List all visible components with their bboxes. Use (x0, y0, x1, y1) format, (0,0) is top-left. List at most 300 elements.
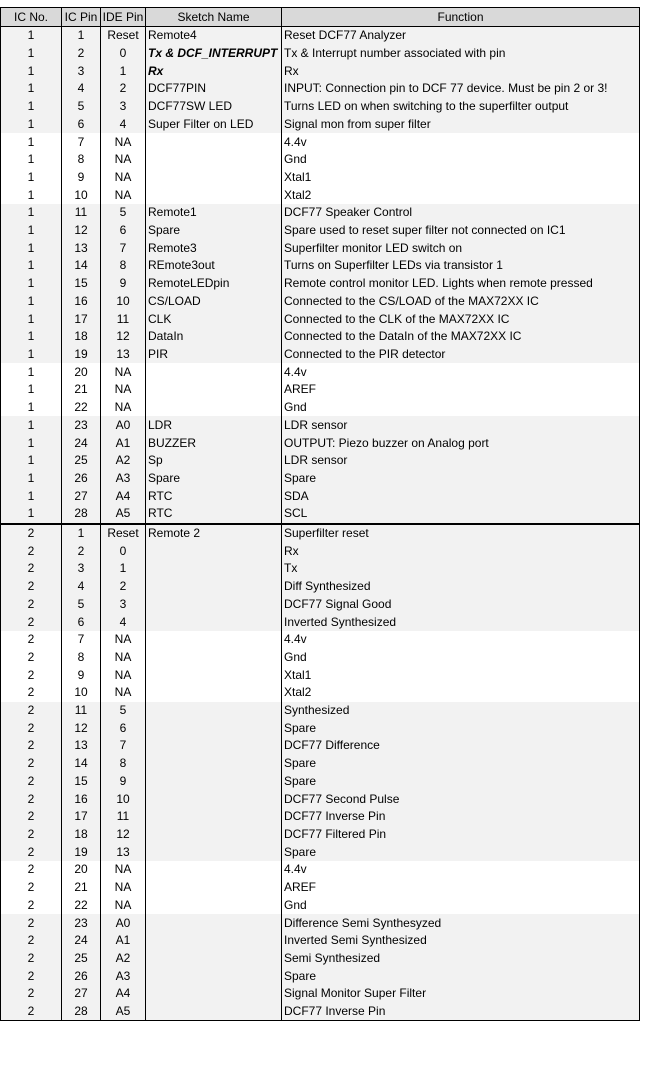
ic-no-cell: 1 (1, 487, 62, 505)
ic-pin-cell: 13 (62, 239, 101, 257)
ide-pin-cell: NA (101, 649, 146, 667)
ic-pin-cell: 28 (62, 1003, 101, 1021)
ic-pin-cell: 13 (62, 737, 101, 755)
ic-no-cell: 1 (1, 328, 62, 346)
ic-pin-cell: 16 (62, 790, 101, 808)
table-row (1, 133, 640, 151)
sketch-name-cell (146, 684, 282, 702)
function-cell: Connected to the DataIn of the MAX72XX IC (282, 328, 640, 346)
ic-pin-cell: 24 (62, 932, 101, 950)
sketch-name-cell: RTC (146, 505, 282, 524)
sketch-name-cell (146, 1003, 282, 1021)
function-cell: Xtal1 (282, 169, 640, 187)
table-row (1, 470, 640, 488)
table-row (1, 222, 640, 240)
sketch-name-cell: REmote3out (146, 257, 282, 275)
function-cell: SDA (282, 487, 640, 505)
function-cell: Spare (282, 773, 640, 791)
ic-no-cell: 1 (1, 293, 62, 311)
table-row (1, 950, 640, 968)
ide-pin-cell: A3 (101, 470, 146, 488)
ic-no-cell: 2 (1, 649, 62, 667)
table-row (1, 879, 640, 897)
ic-pin-cell: 19 (62, 346, 101, 364)
function-cell: INPUT: Connection pin to DCF 77 device. Must be pin 2 or 3! (282, 80, 640, 98)
ide-pin-cell: 5 (101, 702, 146, 720)
function-cell: Semi Synthesized (282, 950, 640, 968)
ide-pin-cell: NA (101, 666, 146, 684)
table-row (1, 434, 640, 452)
ic-no-cell: 2 (1, 702, 62, 720)
function-cell: Gnd (282, 896, 640, 914)
table-row (1, 487, 640, 505)
ide-pin-cell: A2 (101, 452, 146, 470)
table-row (1, 275, 640, 293)
function-cell: Superfilter monitor LED switch on (282, 239, 640, 257)
ide-pin-cell: NA (101, 169, 146, 187)
function-cell: Diff Synthesized (282, 578, 640, 596)
header-sketch-name: Sketch Name (146, 8, 282, 27)
ic-no-cell: 2 (1, 560, 62, 578)
function-cell: 4.4v (282, 631, 640, 649)
sketch-name-cell: Spare (146, 470, 282, 488)
ide-pin-cell: NA (101, 381, 146, 399)
ic-pin-cell: 10 (62, 684, 101, 702)
ic-pin-cell: 12 (62, 222, 101, 240)
sketch-name-cell (146, 914, 282, 932)
ic-pin-cell: 25 (62, 950, 101, 968)
ic-pin-cell: 22 (62, 399, 101, 417)
table-row (1, 702, 640, 720)
header-ide-pin: IDE Pin (101, 8, 146, 27)
sketch-name-cell (146, 186, 282, 204)
function-cell: Connected to the PIR detector (282, 346, 640, 364)
ic-no-cell: 1 (1, 45, 62, 63)
ide-pin-cell: NA (101, 861, 146, 879)
ic-no-cell: 1 (1, 257, 62, 275)
ide-pin-cell: A1 (101, 434, 146, 452)
function-cell: Turns on Superfilter LEDs via transistor 1 (282, 257, 640, 275)
sketch-name-cell (146, 542, 282, 560)
table-row (1, 80, 640, 98)
ic-no-cell: 2 (1, 666, 62, 684)
sketch-name-cell (146, 967, 282, 985)
table-row (1, 27, 640, 45)
ic-no-cell: 1 (1, 133, 62, 151)
ic-no-cell: 1 (1, 62, 62, 80)
function-cell: 4.4v (282, 363, 640, 381)
ic-pin-cell: 6 (62, 116, 101, 134)
ide-pin-cell: 10 (101, 790, 146, 808)
table-row (1, 204, 640, 222)
function-cell: Spare (282, 843, 640, 861)
table-row (1, 613, 640, 631)
ic-no-cell: 1 (1, 399, 62, 417)
function-cell: Spare (282, 755, 640, 773)
ide-pin-cell: A2 (101, 950, 146, 968)
table-row (1, 346, 640, 364)
ic-no-cell: 2 (1, 755, 62, 773)
ide-pin-cell: 3 (101, 98, 146, 116)
sketch-name-cell (146, 151, 282, 169)
ic-no-cell: 1 (1, 452, 62, 470)
sketch-name-cell (146, 613, 282, 631)
ide-pin-cell: NA (101, 896, 146, 914)
function-cell: Inverted Semi Synthesized (282, 932, 640, 950)
ic-no-cell: 2 (1, 985, 62, 1003)
ide-pin-cell: A4 (101, 985, 146, 1003)
ide-pin-cell: 2 (101, 80, 146, 98)
ic-pin-cell: 5 (62, 596, 101, 614)
function-cell: Xtal2 (282, 186, 640, 204)
ide-pin-cell: NA (101, 186, 146, 204)
sketch-name-cell (146, 560, 282, 578)
ide-pin-cell: Reset (101, 27, 146, 45)
table-row (1, 416, 640, 434)
ic-no-cell: 2 (1, 843, 62, 861)
ic-pin-cell: 4 (62, 80, 101, 98)
ic-no-cell: 2 (1, 773, 62, 791)
header-row (1, 8, 640, 27)
table-row (1, 773, 640, 791)
ic-pin-cell: 8 (62, 649, 101, 667)
ide-pin-cell: 12 (101, 826, 146, 844)
table-row (1, 826, 640, 844)
function-cell: Difference Semi Synthesyzed (282, 914, 640, 932)
sketch-name-cell (146, 649, 282, 667)
ic-no-cell: 1 (1, 186, 62, 204)
table-row (1, 98, 640, 116)
function-cell: DCF77 Signal Good (282, 596, 640, 614)
function-cell: Connected to the CS/LOAD of the MAX72XX IC (282, 293, 640, 311)
table-row (1, 578, 640, 596)
ide-pin-cell: A1 (101, 932, 146, 950)
sketch-name-cell (146, 932, 282, 950)
function-cell: Connected to the CLK of the MAX72XX IC (282, 310, 640, 328)
ic-no-cell: 1 (1, 116, 62, 134)
ide-pin-cell: NA (101, 631, 146, 649)
ic-pin-cell: 17 (62, 310, 101, 328)
table-row (1, 293, 640, 311)
function-cell: Inverted Synthesized (282, 613, 640, 631)
ide-pin-cell: NA (101, 879, 146, 897)
ic-pin-cell: 11 (62, 702, 101, 720)
sketch-name-cell (146, 985, 282, 1003)
function-cell: Spare (282, 719, 640, 737)
ide-pin-cell: 10 (101, 293, 146, 311)
table-row (1, 967, 640, 985)
table-row (1, 381, 640, 399)
table-row (1, 631, 640, 649)
ic-no-cell: 1 (1, 80, 62, 98)
table-row (1, 186, 640, 204)
sketch-name-cell: Rx (146, 62, 282, 80)
ide-pin-cell: A3 (101, 967, 146, 985)
sketch-name-cell (146, 773, 282, 791)
ic-pin-cell: 1 (62, 27, 101, 45)
ic-no-cell: 1 (1, 169, 62, 187)
function-cell: 4.4v (282, 861, 640, 879)
sketch-name-cell (146, 578, 282, 596)
ic-pin-cell: 20 (62, 861, 101, 879)
sketch-name-cell (146, 169, 282, 187)
sketch-name-cell: RTC (146, 487, 282, 505)
ic-pin-cell: 10 (62, 186, 101, 204)
ide-pin-cell: 2 (101, 578, 146, 596)
sketch-name-cell: CS/LOAD (146, 293, 282, 311)
sketch-name-cell: DataIn (146, 328, 282, 346)
function-cell: DCF77 Inverse Pin (282, 808, 640, 826)
ic-no-cell: 1 (1, 98, 62, 116)
ic-no-cell: 1 (1, 27, 62, 45)
ic-pin-cell: 9 (62, 666, 101, 684)
ic-pin-cell: 1 (62, 524, 101, 543)
table-row (1, 151, 640, 169)
sketch-name-cell (146, 363, 282, 381)
table-row (1, 560, 640, 578)
sketch-name-cell (146, 719, 282, 737)
sketch-name-cell (146, 790, 282, 808)
ic-no-cell: 2 (1, 950, 62, 968)
ide-pin-cell: Reset (101, 524, 146, 543)
ide-pin-cell: 3 (101, 596, 146, 614)
function-cell: LDR sensor (282, 416, 640, 434)
ic-pin-cell: 25 (62, 452, 101, 470)
ide-pin-cell: 13 (101, 346, 146, 364)
ide-pin-cell: NA (101, 363, 146, 381)
table-row (1, 932, 640, 950)
ic-no-cell: 2 (1, 896, 62, 914)
function-cell: Signal mon from super filter (282, 116, 640, 134)
ide-pin-cell: 9 (101, 275, 146, 293)
ic-no-cell: 2 (1, 737, 62, 755)
ic-no-cell: 2 (1, 684, 62, 702)
table-row (1, 310, 640, 328)
sketch-name-cell (146, 843, 282, 861)
sketch-name-cell (146, 826, 282, 844)
function-cell: DCF77 Speaker Control (282, 204, 640, 222)
ic-pin-cell: 14 (62, 257, 101, 275)
pin-table (0, 7, 640, 1021)
function-cell: SCL (282, 505, 640, 524)
ic-pin-cell: 2 (62, 45, 101, 63)
table-row (1, 790, 640, 808)
function-cell: AREF (282, 879, 640, 897)
ic-no-cell: 1 (1, 505, 62, 524)
table-row (1, 684, 640, 702)
sketch-name-cell (146, 399, 282, 417)
table-row (1, 719, 640, 737)
ic-pin-cell: 27 (62, 487, 101, 505)
sketch-name-cell: Remote1 (146, 204, 282, 222)
ic-pin-cell: 15 (62, 275, 101, 293)
function-cell: Signal Monitor Super Filter (282, 985, 640, 1003)
sketch-name-cell (146, 808, 282, 826)
table-row (1, 985, 640, 1003)
ic-no-cell: 1 (1, 275, 62, 293)
ide-pin-cell: 1 (101, 62, 146, 80)
sketch-name-cell: DCF77SW LED (146, 98, 282, 116)
ic-pin-cell: 26 (62, 470, 101, 488)
ic-pin-cell: 2 (62, 542, 101, 560)
table-row (1, 1003, 640, 1021)
ic-pin-cell: 9 (62, 169, 101, 187)
ic-pin-cell: 16 (62, 293, 101, 311)
ic-no-cell: 1 (1, 381, 62, 399)
function-cell: Spare used to reset super filter not connected on IC1 (282, 222, 640, 240)
sketch-name-cell (146, 737, 282, 755)
ide-pin-cell: 8 (101, 755, 146, 773)
function-cell: Tx (282, 560, 640, 578)
ic-pin-cell: 20 (62, 363, 101, 381)
sketch-name-cell: LDR (146, 416, 282, 434)
table-row (1, 596, 640, 614)
ide-pin-cell: A0 (101, 416, 146, 434)
pin-table-sheet (0, 7, 639, 1021)
function-cell: Xtal2 (282, 684, 640, 702)
ic-pin-cell: 7 (62, 133, 101, 151)
ic-no-cell: 2 (1, 596, 62, 614)
table-row (1, 843, 640, 861)
ide-pin-cell: A0 (101, 914, 146, 932)
table-row (1, 45, 640, 63)
ide-pin-cell: 7 (101, 239, 146, 257)
function-cell: Gnd (282, 151, 640, 169)
table-body (1, 27, 640, 1021)
sketch-name-cell: BUZZER (146, 434, 282, 452)
ide-pin-cell: NA (101, 133, 146, 151)
sketch-name-cell: PIR (146, 346, 282, 364)
ic-no-cell: 2 (1, 826, 62, 844)
function-cell: Reset DCF77 Analyzer (282, 27, 640, 45)
ic-no-cell: 2 (1, 631, 62, 649)
table-row (1, 737, 640, 755)
ic-pin-cell: 15 (62, 773, 101, 791)
sketch-name-cell: CLK (146, 310, 282, 328)
ide-pin-cell: NA (101, 151, 146, 169)
function-cell: 4.4v (282, 133, 640, 151)
sketch-name-cell (146, 702, 282, 720)
header-ic-no: IC No. (1, 8, 62, 27)
ic-no-cell: 2 (1, 879, 62, 897)
ic-pin-cell: 4 (62, 578, 101, 596)
sketch-name-cell (146, 631, 282, 649)
ic-no-cell: 2 (1, 1003, 62, 1021)
table-row (1, 62, 640, 80)
ic-pin-cell: 7 (62, 631, 101, 649)
ide-pin-cell: 4 (101, 116, 146, 134)
table-row (1, 452, 640, 470)
function-cell: Synthesized (282, 702, 640, 720)
function-cell: Remote control monitor LED. Lights when remote pressed (282, 275, 640, 293)
ic-pin-cell: 22 (62, 896, 101, 914)
function-cell: Spare (282, 967, 640, 985)
sketch-name-cell: RemoteLEDpin (146, 275, 282, 293)
function-cell: Gnd (282, 399, 640, 417)
function-cell: Rx (282, 542, 640, 560)
ic-pin-cell: 3 (62, 62, 101, 80)
sketch-name-cell (146, 666, 282, 684)
ide-pin-cell: 0 (101, 45, 146, 63)
ic-pin-cell: 24 (62, 434, 101, 452)
sketch-name-cell: Sp (146, 452, 282, 470)
ic-no-cell: 2 (1, 932, 62, 950)
ic-pin-cell: 14 (62, 755, 101, 773)
ic-no-cell: 2 (1, 542, 62, 560)
table-row (1, 169, 640, 187)
ic-pin-cell: 23 (62, 416, 101, 434)
table-row (1, 861, 640, 879)
table-row (1, 328, 640, 346)
ic-no-cell: 2 (1, 578, 62, 596)
ic-no-cell: 1 (1, 204, 62, 222)
ic-pin-cell: 8 (62, 151, 101, 169)
ide-pin-cell: 11 (101, 808, 146, 826)
function-cell: DCF77 Difference (282, 737, 640, 755)
ic-no-cell: 1 (1, 239, 62, 257)
sketch-name-cell (146, 879, 282, 897)
ic-pin-cell: 28 (62, 505, 101, 524)
sketch-name-cell (146, 896, 282, 914)
ic-pin-cell: 21 (62, 879, 101, 897)
ic-pin-cell: 17 (62, 808, 101, 826)
table-row (1, 399, 640, 417)
ide-pin-cell: 6 (101, 719, 146, 737)
table-row (1, 808, 640, 826)
sketch-name-cell (146, 861, 282, 879)
ic-pin-cell: 18 (62, 826, 101, 844)
ic-pin-cell: 6 (62, 613, 101, 631)
ide-pin-cell: NA (101, 399, 146, 417)
table-row (1, 239, 640, 257)
sketch-name-cell (146, 755, 282, 773)
ic-pin-cell: 27 (62, 985, 101, 1003)
table-row (1, 257, 640, 275)
function-cell: Xtal1 (282, 666, 640, 684)
ide-pin-cell: 4 (101, 613, 146, 631)
ide-pin-cell: 11 (101, 310, 146, 328)
ic-no-cell: 2 (1, 861, 62, 879)
table-row (1, 896, 640, 914)
function-cell: Gnd (282, 649, 640, 667)
ide-pin-cell: 8 (101, 257, 146, 275)
ide-pin-cell: A5 (101, 1003, 146, 1021)
function-cell: Turns LED on when switching to the superfilter output (282, 98, 640, 116)
ide-pin-cell: 6 (101, 222, 146, 240)
ic-no-cell: 1 (1, 363, 62, 381)
ide-pin-cell: NA (101, 684, 146, 702)
ide-pin-cell: A5 (101, 505, 146, 524)
ic-pin-cell: 23 (62, 914, 101, 932)
ic-no-cell: 1 (1, 434, 62, 452)
ic-no-cell: 2 (1, 967, 62, 985)
sketch-name-cell: DCF77PIN (146, 80, 282, 98)
ic-no-cell: 1 (1, 310, 62, 328)
ide-pin-cell: 9 (101, 773, 146, 791)
ide-pin-cell: 7 (101, 737, 146, 755)
sketch-name-cell: Super Filter on LED (146, 116, 282, 134)
ic-no-cell: 2 (1, 914, 62, 932)
function-cell: Spare (282, 470, 640, 488)
ic-no-cell: 2 (1, 719, 62, 737)
ic-pin-cell: 3 (62, 560, 101, 578)
ide-pin-cell: 13 (101, 843, 146, 861)
ic-pin-cell: 26 (62, 967, 101, 985)
sketch-name-cell: Remote 2 (146, 524, 282, 543)
ic-no-cell: 2 (1, 613, 62, 631)
ic-no-cell: 2 (1, 790, 62, 808)
function-cell: Rx (282, 62, 640, 80)
